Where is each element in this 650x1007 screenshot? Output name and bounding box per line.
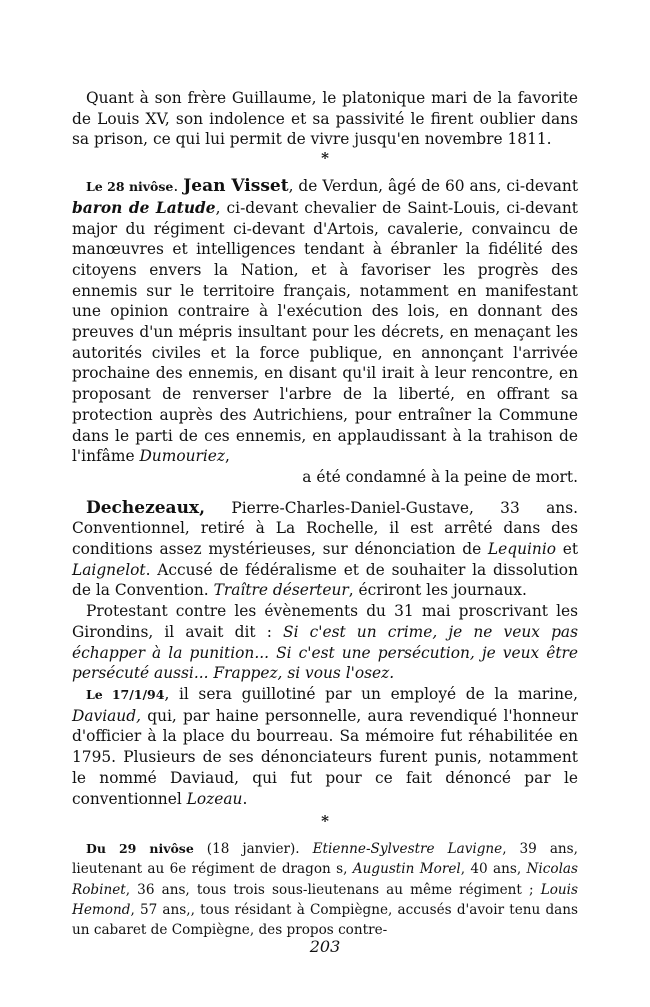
entry-text: , il sera guillotiné par un employé de la marine,	[164, 684, 578, 703]
italic-name: Nicolas Robinet	[72, 861, 578, 898]
paragraph-execution	[72, 684, 578, 809]
italic-quote: Traître déserteur	[213, 581, 349, 600]
italic-name: Etienne-Sylvestre Lavigne	[312, 841, 503, 858]
entry-text: . Accusé de fédéralisme et de souhaiter la dissolution de la Convention.	[72, 560, 578, 600]
entry-text: , écriront les journaux.	[348, 581, 527, 600]
entry-date: Le 17/1/94	[86, 686, 165, 702]
entry-text: (18 janvier).	[193, 841, 313, 858]
entry-text: .	[242, 789, 248, 808]
italic-name: Dumouriez	[139, 447, 225, 466]
italic-name: Lequinio	[487, 540, 557, 559]
person-name: Dechezeaux,	[86, 497, 205, 518]
paragraph-guillaume: Quant à son frère Guillaume, le platonique mari de la favorite de Louis XV, son indolence et sa passivité le firent oublier dans sa prison, ce qui lui permit de vivre jusqu'en novembre 1811.	[72, 89, 578, 149]
italic-name: Lozeau	[186, 789, 243, 808]
sentence-line: a été condamné à la peine de mort.	[302, 467, 578, 486]
entry-text: , 36 ans, tous trois sous-lieutenans au même régiment ;	[125, 881, 541, 898]
entry-text: Protestant contre les évènements du 31 mai proscrivant les Girondins, il avait dit :	[72, 602, 578, 641]
section-separator: *	[321, 149, 329, 168]
entry-text: , de Verdun, âgé de 60 ans, ci-devant	[288, 177, 579, 196]
page-body	[72, 88, 578, 940]
entry-text: , 57 ans,, tous résidant à Compiègne, accusés d'avoir tenu dans un cabaret de Compiègne, des propos contre-	[72, 901, 578, 939]
italic-quote: Si c'est un crime, je ne veux pas échapper à la punition... Si c'est une persécution, je veux être persécuté aussi... Frappez, si vous l'osez.	[72, 622, 578, 683]
italic-name: Augustin Morel	[352, 861, 461, 878]
entry-text: , ci-devant chevalier de Saint-Louis, ci-devant major du régiment ci-devant d'Artois, cavalerie, convaincu de manœuvres et intelligences tendant à ébranler la fidélité des citoyens envers la Nation, et à favoriser les progrès des ennemis sur le territoire français, notamment en manifestant une opinion contraire à l'exécution des lois, en donnant des preuves d'un mépris insultant pour les décrets, en menaçant les autorités civiles et la force publique, en annonçant l'arrivée prochaine des ennemis, en disant qu'il irait à leur rencontre, en proposant de renverser l'arbre de la liberté, en offrant sa protection auprès des Autrichiens, pour entraîner la Commune dans le parti de ces ennemis, en applaudissant à la trahison de l'infâme	[72, 198, 578, 466]
person-name: Jean Visset	[183, 176, 289, 197]
italic-name: Louis Hemond	[72, 881, 578, 918]
italic-name: Daviaud,	[72, 706, 141, 725]
entry-text: qui, par haine personnelle, aura revendiqué l'honneur d'officier à la place du bourreau. Sa mémoire fut réhabilitée en 1795. Plusieurs de ses dénonciateurs furent punis, notamment le nommé Daviaud, qui fut pour ce fait dénoncé par le conventionnel	[72, 706, 578, 808]
entry-text: Pierre-Charles-Daniel-Gustave, 33 ans. Conventionnel, retiré à La Rochelle, il est arrêté dans des conditions assez mystérieuses, sur dénonciation de	[72, 498, 578, 559]
entry-text: , 39 ans, lieutenant au 6e régiment de dragon s,	[72, 841, 578, 878]
noble-title: baron de Latude	[72, 198, 216, 217]
entry-text: et	[556, 540, 579, 559]
entry-date: Le 28 nivôse	[86, 179, 174, 195]
entry-text: ,	[225, 447, 230, 466]
entry-date: Du 29 nivôse	[86, 841, 194, 857]
italic-name: Laignelot	[72, 560, 146, 579]
entry-visset	[72, 176, 578, 467]
entry-text: .	[173, 177, 184, 196]
paragraph-protest	[72, 601, 578, 684]
entry-dechezeaux	[72, 498, 578, 602]
entry-text: , 40 ans,	[460, 861, 527, 878]
page-number: 203	[309, 937, 341, 956]
section-separator: *	[321, 812, 329, 831]
entry-lavigne	[72, 839, 578, 940]
